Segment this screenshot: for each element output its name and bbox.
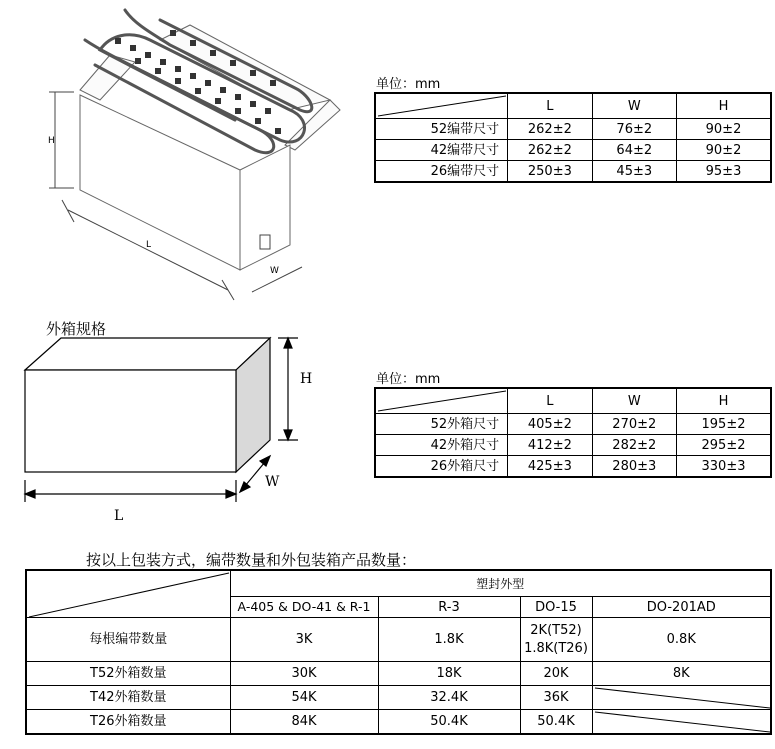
- col-header-w: W: [592, 388, 676, 414]
- cell-w: 45±3: [592, 161, 676, 183]
- row-label: 42外箱尺寸: [375, 435, 508, 456]
- row-label: T52外箱数量: [26, 662, 230, 686]
- col-header: A-405 & DO-41 & R-1: [230, 597, 378, 618]
- group-header: 塑封外型: [230, 570, 771, 597]
- col-header: DO-201AD: [592, 597, 771, 618]
- row-label: 每根编带数量: [26, 618, 230, 662]
- row-label: 52外箱尺寸: [375, 414, 508, 435]
- table-corner-cell: [375, 93, 508, 119]
- row-label: 42编带尺寸: [375, 140, 508, 161]
- tape-height-label: H: [48, 136, 55, 146]
- table-cell: 0.8K: [592, 618, 771, 662]
- row-label: 26外箱尺寸: [375, 456, 508, 478]
- quantity-caption: 按以上包装方式，编带数量和外包装箱产品数量：: [86, 551, 417, 569]
- table-row: [26, 710, 771, 734]
- table-cell: 1.8K: [378, 618, 520, 662]
- table-cell: 84K: [230, 710, 378, 734]
- table-cell: 3K: [230, 618, 378, 662]
- outer-box-length-label: L: [114, 508, 124, 524]
- col-header-l: L: [508, 93, 592, 119]
- box-unit-label: 单位：mm: [376, 372, 441, 387]
- cell-l: 262±2: [508, 140, 592, 161]
- col-header-w: W: [592, 93, 676, 119]
- cell-l: 405±2: [508, 414, 592, 435]
- table-cell: 8K: [592, 662, 771, 686]
- cell-line: 1.8K(T26): [524, 640, 588, 656]
- tape-width-label: W: [270, 266, 279, 276]
- table-cell: 50.4K: [378, 710, 520, 734]
- cell-w: 270±2: [592, 414, 676, 435]
- row-label: T42外箱数量: [26, 686, 230, 710]
- cell-line: 2K(T52): [530, 622, 582, 638]
- table-cell: 54K: [230, 686, 378, 710]
- outer-box-title: 外箱规格: [46, 320, 107, 338]
- table-corner-cell: [26, 570, 230, 618]
- package-quantity-table: [25, 569, 772, 735]
- cell-w: 76±2: [592, 119, 676, 140]
- cell-l: 412±2: [508, 435, 592, 456]
- col-header: R-3: [378, 597, 520, 618]
- table-cell: 18K: [378, 662, 520, 686]
- table-row: [375, 456, 771, 478]
- empty-diagonal-cell: [592, 686, 771, 710]
- cell-l: 425±3: [508, 456, 592, 478]
- table-row: [26, 618, 771, 662]
- table-row: [375, 140, 771, 161]
- tape-box-drawing: [40, 0, 370, 305]
- cell-h: 90±2: [677, 140, 772, 161]
- table-cell: 20K: [520, 662, 592, 686]
- col-header: DO-15: [520, 597, 592, 618]
- row-label: T26外箱数量: [26, 710, 230, 734]
- outer-box-width-label: W: [265, 474, 280, 490]
- cell-l: 250±3: [508, 161, 592, 183]
- table-row: [375, 435, 771, 456]
- cell-h: 90±2: [677, 119, 772, 140]
- cell-h: 195±2: [677, 414, 772, 435]
- cell-l: 262±2: [508, 119, 592, 140]
- outer-box-height-label: H: [300, 371, 313, 387]
- row-label: 26编带尺寸: [375, 161, 508, 183]
- table-row: [375, 414, 771, 435]
- cell-h: 330±3: [677, 456, 772, 478]
- table-row: [26, 686, 771, 710]
- tape-size-table: [374, 92, 772, 183]
- empty-diagonal-cell: [592, 710, 771, 734]
- cell-w: 282±2: [592, 435, 676, 456]
- col-header-h: H: [677, 388, 772, 414]
- cell-h: 95±3: [677, 161, 772, 183]
- cell-h: 295±2: [677, 435, 772, 456]
- table-cell: 50.4K: [520, 710, 592, 734]
- table-row: [26, 662, 771, 686]
- tape-length-label: L: [146, 240, 152, 250]
- box-size-table: [374, 387, 772, 478]
- table-cell: 36K: [520, 686, 592, 710]
- col-header-h: H: [677, 93, 772, 119]
- outer-box-drawing: [18, 330, 328, 510]
- row-label: 52编带尺寸: [375, 119, 508, 140]
- table-cell: 30K: [230, 662, 378, 686]
- cell-w: 64±2: [592, 140, 676, 161]
- tape-unit-label: 单位：mm: [376, 77, 441, 92]
- col-header-l: L: [508, 388, 592, 414]
- table-row: [375, 119, 771, 140]
- cell-w: 280±3: [592, 456, 676, 478]
- table-cell: [520, 618, 592, 662]
- table-corner-cell: [375, 388, 508, 414]
- table-row: [375, 161, 771, 183]
- table-cell: 32.4K: [378, 686, 520, 710]
